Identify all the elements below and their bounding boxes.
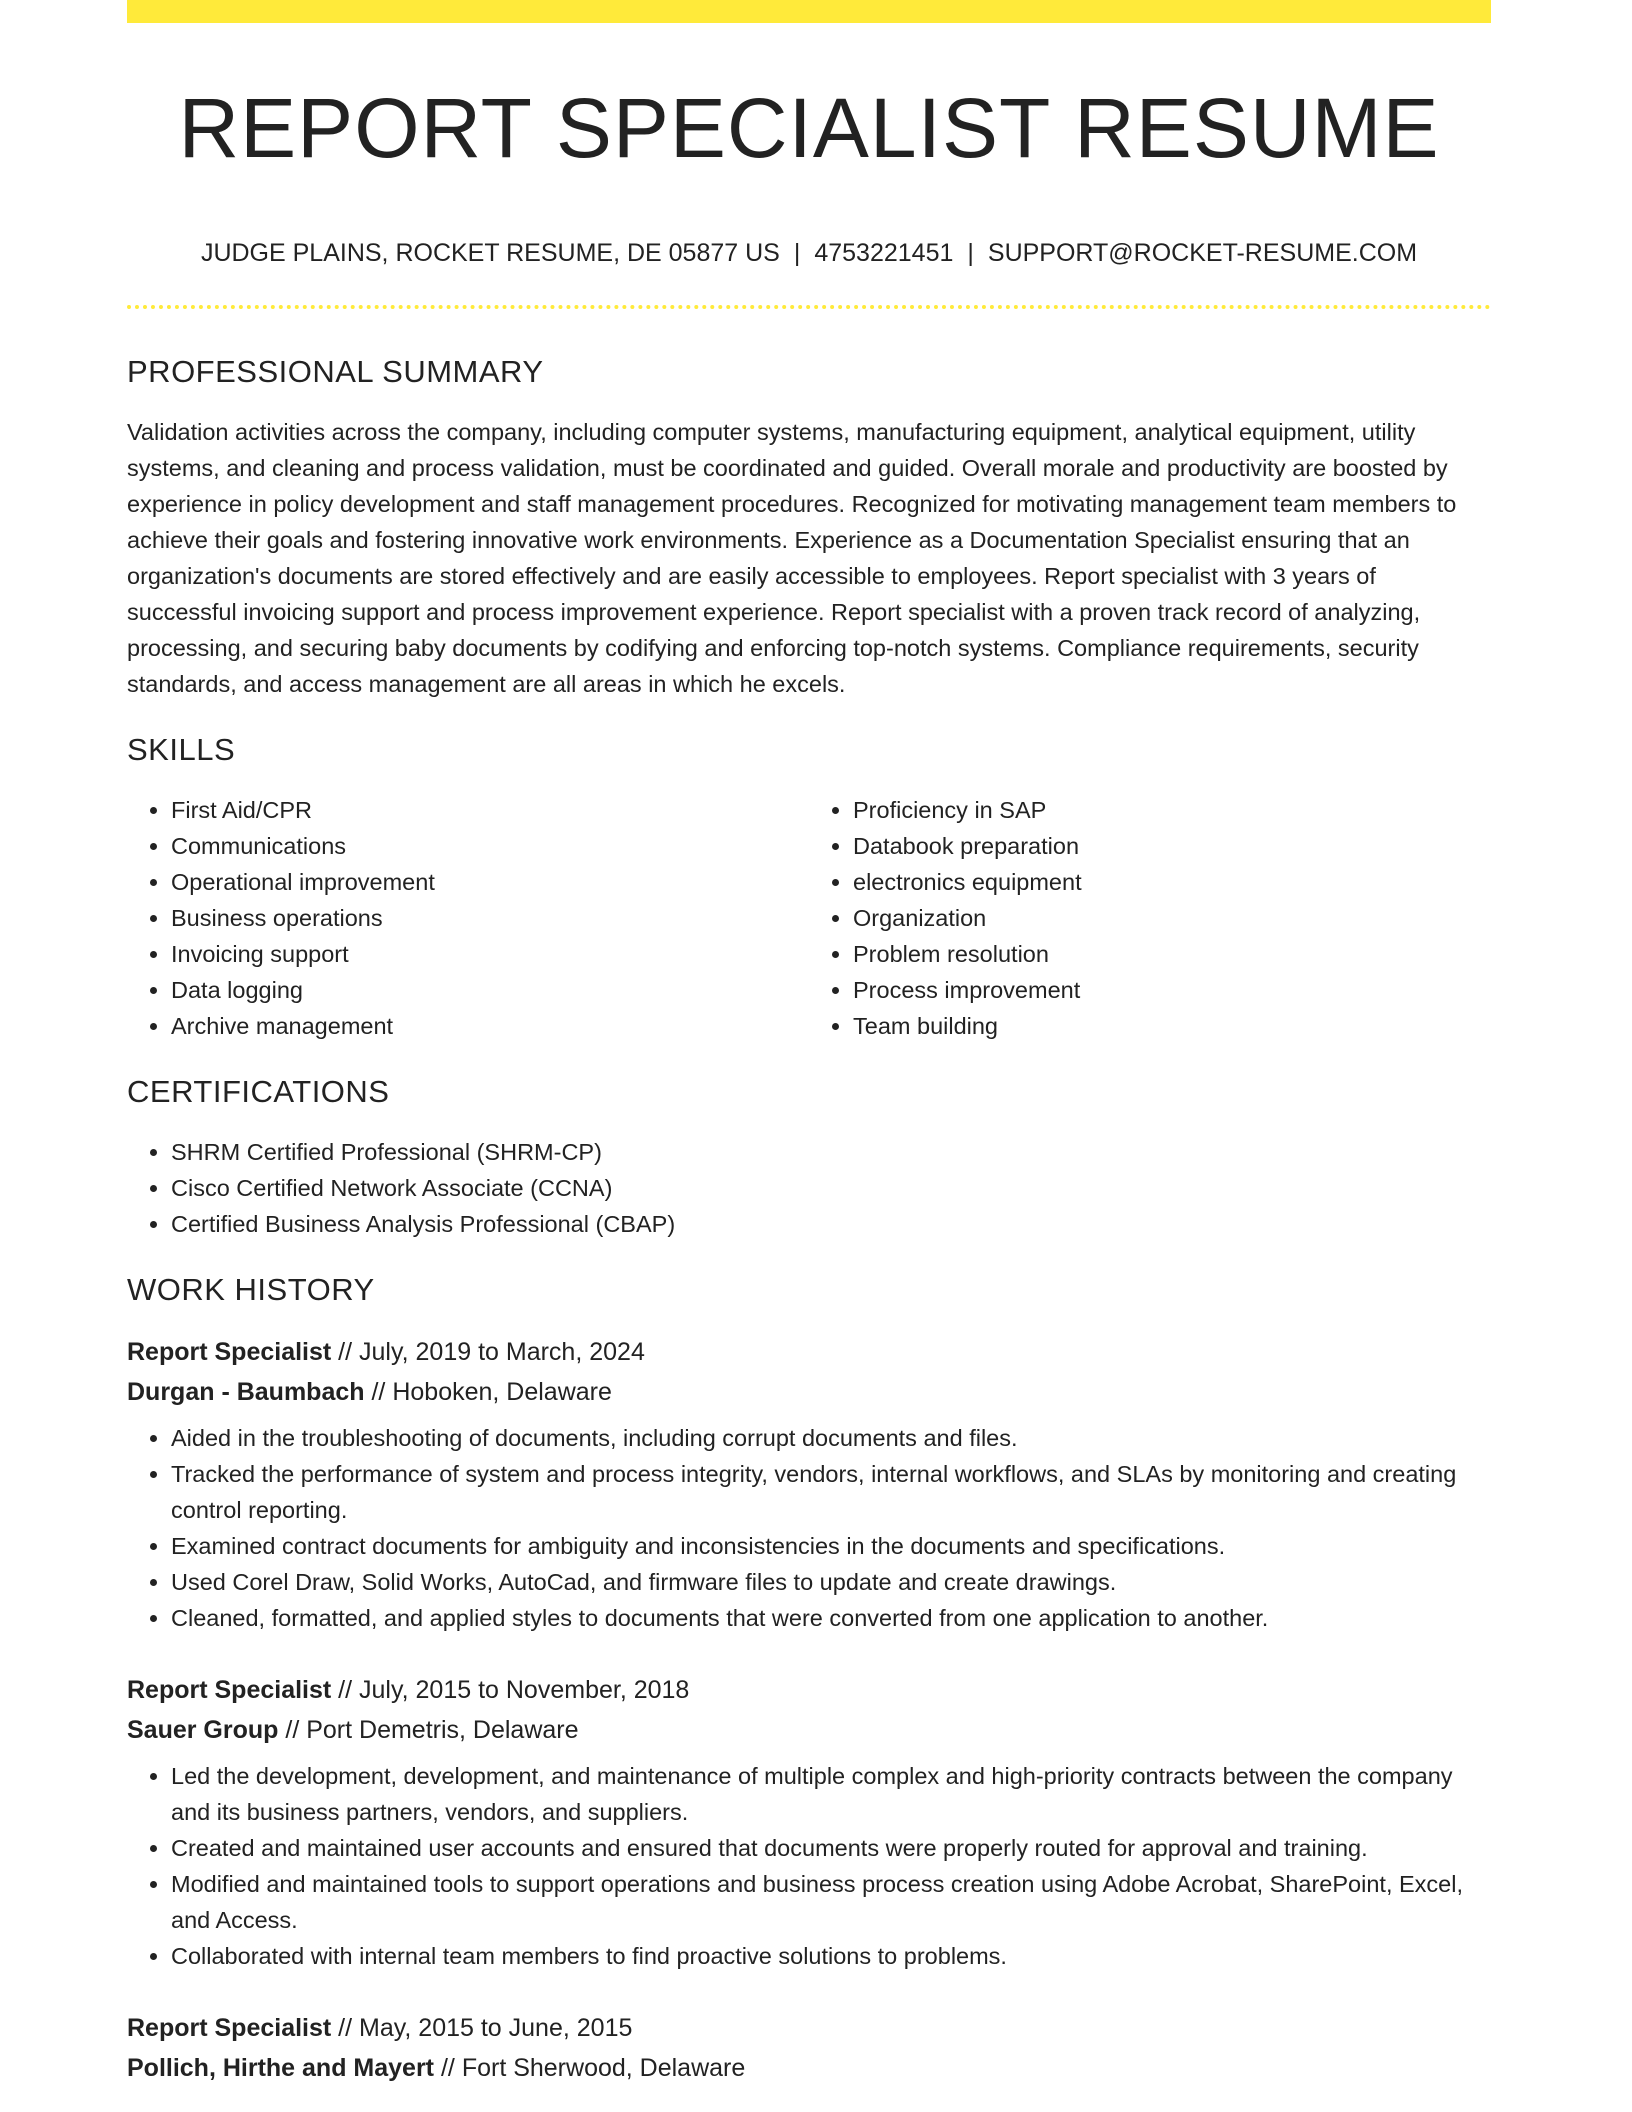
resume-content [127, 350, 1491, 2088]
contact-phone: 4753221451 [814, 239, 954, 267]
job-duties-list [127, 1758, 1491, 1974]
summary-text: Validation activities across the company, including computer systems, manufacturing equipment, analytical equipment, utility systems, and cleaning and process validation, must be coordinated and guided. Overall morale and productivity are boosted by experience in policy development and staff management procedures. Recognized for motivating management team members to achieve their goals and fostering innovative work environments. Experience as a Documentation Specialist ensuring that an organization's documents are stored effectively and are easily accessible to employees. Report specialist with 3 years of successful invoicing support and process improvement experience. Report specialist with a proven track record of analyzing, processing, and securing baby documents by codifying and enforcing top-notch systems. Compliance requirements, security standards, and access management are all areas in which he excels. [127, 419, 1457, 697]
job-duties-list [127, 1420, 1491, 1636]
contact-separator: | [967, 239, 974, 267]
resume-title: REPORT SPECIALIST RESUME [178, 81, 1440, 175]
job-duty: • Created and maintained user accounts and ensured that documents were properly routed for approval and training. [171, 1830, 1491, 1866]
skill-item: • Problem resolution [853, 936, 1491, 972]
job-company: Pollich, Hirthe and Mayert [127, 2054, 435, 2082]
skills-list-right [809, 792, 1491, 1044]
certifications-heading: CERTIFICATIONS [127, 1074, 390, 1109]
accent-top-bar [127, 0, 1491, 23]
contact-email: SUPPORT@ROCKET-RESUME.COM [987, 239, 1418, 267]
skills-list-left [127, 792, 809, 1044]
job-duty: • Examined contract documents for ambiguity and inconsistencies in the documents and specifications. [171, 1528, 1491, 1564]
skill-item: • Communications [171, 828, 809, 864]
job-title: Report Specialist [127, 1338, 332, 1366]
job-title: Report Specialist [127, 1676, 332, 1704]
skill-item: • Team building [853, 1008, 1491, 1044]
job-delimiter: // [434, 2054, 462, 2082]
certification-item: • SHRM Certified Professional (SHRM-CP) [171, 1134, 1491, 1170]
job-title-line [127, 1670, 1491, 1710]
job-title-line [127, 2008, 1491, 2048]
skill-item: • Archive management [171, 1008, 809, 1044]
job-delimiter: // [331, 1676, 360, 1704]
job-duty: • Aided in the troubleshooting of documents, including corrupt documents and files. [171, 1420, 1491, 1456]
job-duty: • Modified and maintained tools to support operations and business process creation using Adobe Acrobat, SharePoint, Excel, and Access. [171, 1866, 1491, 1938]
contact-separator: | [793, 239, 801, 267]
job-company-line [127, 2048, 1491, 2088]
job-location: Hoboken, Delaware [392, 1378, 612, 1406]
job-company-line [127, 1710, 1491, 1750]
skill-item: • electronics equipment [853, 864, 1491, 900]
job-dates: May, 2015 to June, 2015 [359, 2014, 633, 2042]
skills-section [127, 728, 1491, 1044]
job-delimiter: // [331, 1338, 360, 1366]
job-duty: • Collaborated with internal team members to find proactive solutions to problems. [171, 1938, 1491, 1974]
contact-address: JUDGE PLAINS, ROCKET RESUME, DE 05877 US [200, 239, 780, 267]
job-location: Port Demetris, Delaware [306, 1716, 579, 1744]
job-title-line [127, 1332, 1491, 1372]
job-dates: July, 2015 to November, 2018 [359, 1676, 690, 1704]
skill-item: • Operational improvement [171, 864, 809, 900]
job-duty: • Tracked the performance of system and process integrity, vendors, internal workflows, and SLAs by monitoring and creating control reporting. [171, 1456, 1491, 1528]
skill-item: • Organization [853, 900, 1491, 936]
job-dates: July, 2019 to March, 2024 [359, 1338, 645, 1366]
job-entry [127, 1670, 1491, 1974]
certifications-list [127, 1134, 1491, 1242]
job-entry [127, 2008, 1491, 2088]
job-title: Report Specialist [127, 2014, 332, 2042]
skill-item: • Process improvement [853, 972, 1491, 1008]
job-company-line [127, 1372, 1491, 1412]
contact-line [127, 236, 1491, 270]
skill-item: • Databook preparation [853, 828, 1491, 864]
skill-item: • First Aid/CPR [171, 792, 809, 828]
certification-item: • Cisco Certified Network Associate (CCNA) [171, 1170, 1491, 1206]
job-duty: • Used Corel Draw, Solid Works, AutoCad, and firmware files to update and create drawings. [171, 1564, 1491, 1600]
skill-item: • Proficiency in SAP [853, 792, 1491, 828]
work-history-section [127, 1268, 1491, 2088]
job-entry [127, 1332, 1491, 1636]
job-location: Fort Sherwood, Delaware [461, 2054, 746, 2082]
summary-heading: PROFESSIONAL SUMMARY [127, 354, 544, 389]
job-company: Sauer Group [127, 1716, 279, 1744]
skill-item: • Data logging [171, 972, 809, 1008]
skill-item: • Invoicing support [171, 936, 809, 972]
skill-item: • Business operations [171, 900, 809, 936]
job-delimiter: // [364, 1378, 393, 1406]
job-duty: • Led the development, development, and maintenance of multiple complex and high-priority contracts between the company and its business partners, vendors, and suppliers. [171, 1758, 1491, 1830]
dotted-divider [127, 305, 1491, 309]
summary-section [127, 350, 1491, 702]
job-delimiter: // [331, 2014, 360, 2042]
certifications-section [127, 1070, 1491, 1242]
work-history-heading: WORK HISTORY [127, 1272, 375, 1307]
skills-columns [127, 792, 1491, 1044]
job-duty: • Cleaned, formatted, and applied styles to documents that were converted from one application to another. [171, 1600, 1491, 1636]
job-delimiter: // [278, 1716, 307, 1744]
certification-item: • Certified Business Analysis Professional (CBAP) [171, 1206, 1491, 1242]
skills-heading: SKILLS [127, 732, 236, 767]
job-company: Durgan - Baumbach [127, 1378, 365, 1406]
